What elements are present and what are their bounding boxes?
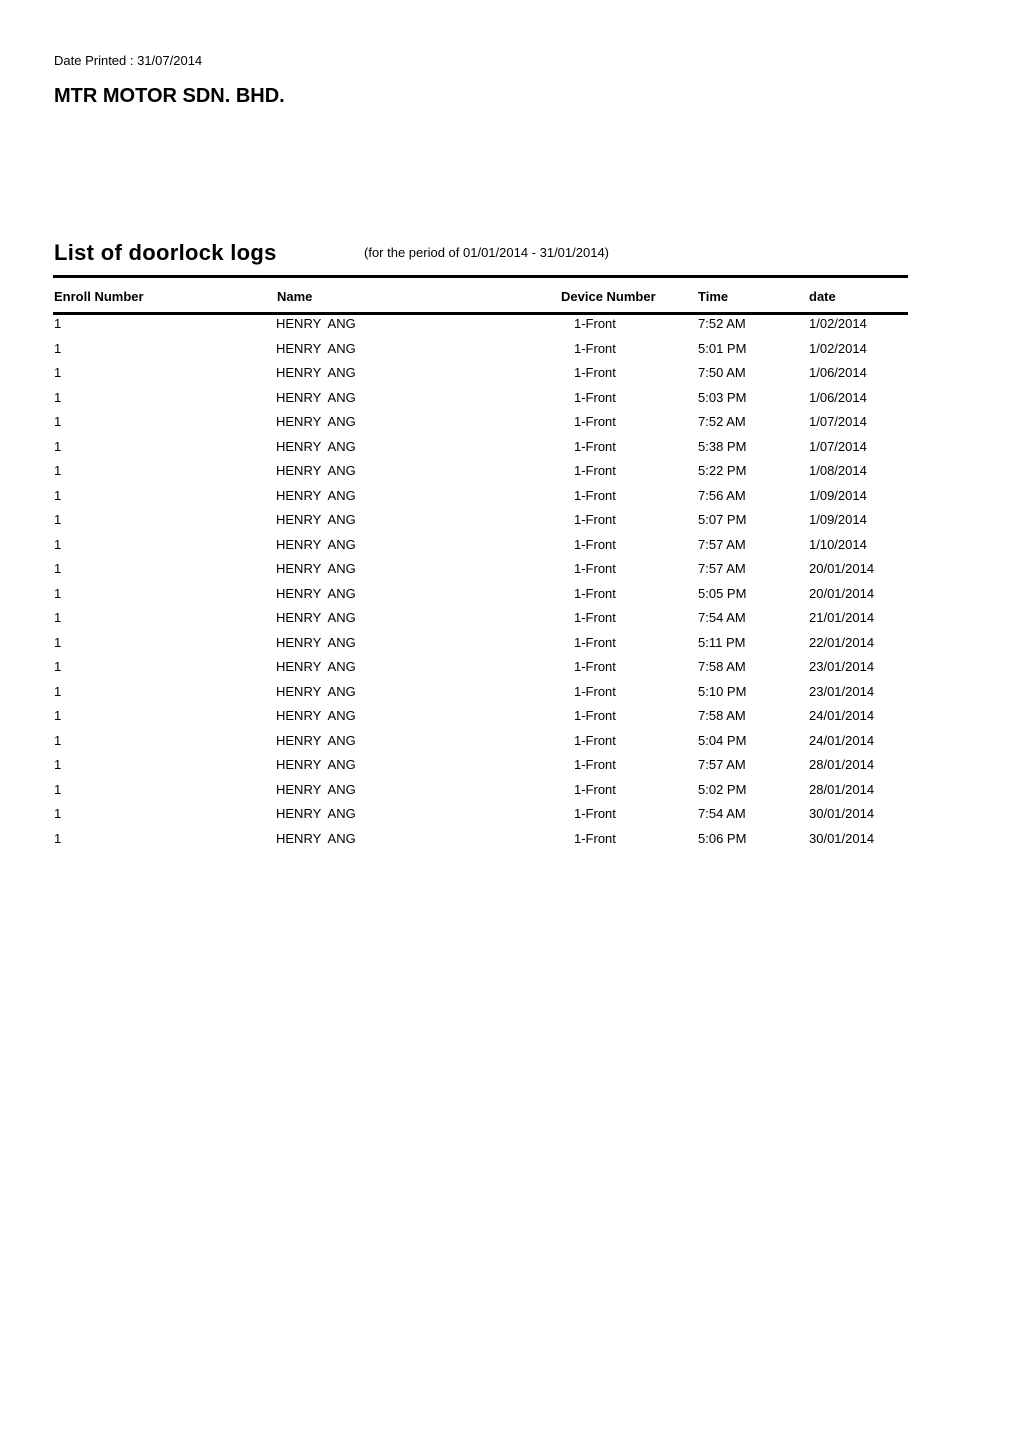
cell-enroll-number: 1 [54, 487, 62, 503]
cell-time: 5:07 PM [698, 512, 747, 527]
cell-name: HENRY ANG [276, 365, 356, 380]
cell-name: HENRY ANG [276, 781, 356, 797]
cell-date: 28/01/2014 [809, 757, 875, 772]
cell-date: 24/01/2014 [809, 732, 875, 748]
table-row [0, 537, 1024, 562]
cell-name: HENRY ANG [276, 806, 356, 821]
cell-enroll-number: 1 [54, 683, 62, 699]
cell-time: 5:38 PM [698, 438, 747, 454]
cell-device-number: 1-Front [574, 561, 616, 576]
cell-time: 5:11 PM [698, 634, 746, 650]
cell-enroll-number: 1 [54, 340, 62, 356]
cell-name: HENRY ANG [276, 389, 356, 405]
cell-date: 30/01/2014 [809, 830, 875, 846]
cell-date: 1/07/2014 [809, 414, 867, 429]
cell-date: 24/01/2014 [809, 708, 875, 723]
report-title: List of doorlock logs [54, 240, 277, 265]
column-header-date: date [809, 289, 836, 304]
cell-time: 7:57 AM [698, 561, 746, 576]
cell-name: HENRY ANG [276, 512, 356, 527]
cell-date: 22/01/2014 [809, 634, 875, 650]
cell-device-number: 1-Front [574, 487, 616, 503]
cell-date: 21/01/2014 [809, 610, 875, 625]
report-period: (for the period of 01/01/2014 - 31/01/2014) [364, 245, 610, 260]
cell-time: 7:50 AM [698, 365, 746, 380]
table-row [0, 463, 1024, 488]
cell-time: 7:52 AM [698, 414, 746, 429]
date-printed: Date Printed : 31/07/2014 [54, 53, 203, 68]
cell-enroll-number: 1 [54, 732, 62, 748]
table-row [0, 831, 1024, 856]
cell-name: HENRY ANG [276, 561, 356, 576]
cell-device-number: 1-Front [574, 659, 616, 674]
cell-device-number: 1-Front [574, 806, 616, 821]
cell-enroll-number: 1 [54, 830, 62, 846]
cell-device-number: 1-Front [574, 708, 616, 723]
cell-device-number: 1-Front [574, 536, 616, 552]
company-name: MTR MOTOR SDN. BHD. [54, 85, 285, 107]
table-row [0, 561, 1024, 586]
cell-name: HENRY ANG [276, 830, 356, 846]
cell-name: HENRY ANG [276, 683, 356, 699]
cell-time: 5:06 PM [698, 830, 747, 846]
cell-device-number: 1-Front [574, 634, 616, 650]
cell-enroll-number: 1 [54, 536, 62, 552]
cell-name: HENRY ANG [276, 732, 356, 748]
cell-date: 1/09/2014 [809, 487, 867, 503]
table-row [0, 635, 1024, 660]
cell-name: HENRY ANG [276, 585, 356, 601]
cell-date: 1/09/2014 [809, 512, 867, 527]
cell-enroll-number: 1 [54, 316, 62, 331]
cell-device-number: 1-Front [574, 365, 616, 380]
cell-name: HENRY ANG [276, 757, 356, 772]
cell-date: 1/07/2014 [809, 438, 867, 454]
cell-name: HENRY ANG [276, 340, 356, 356]
table-row [0, 610, 1024, 635]
cell-date: 1/08/2014 [809, 463, 867, 478]
column-header-enroll-number: Enroll Number [54, 289, 144, 304]
cell-date: 28/01/2014 [809, 781, 875, 797]
table-row [0, 684, 1024, 709]
cell-date: 30/01/2014 [809, 806, 875, 821]
cell-time: 5:02 PM [698, 781, 747, 797]
cell-device-number: 1-Front [574, 610, 616, 625]
cell-device-number: 1-Front [574, 585, 616, 601]
cell-enroll-number: 1 [54, 757, 62, 772]
cell-name: HENRY ANG [276, 487, 356, 503]
column-header-time: Time [698, 289, 729, 304]
table-row [0, 365, 1024, 390]
table-row [0, 414, 1024, 439]
cell-device-number: 1-Front [574, 414, 616, 429]
table-row [0, 806, 1024, 831]
cell-date: 1/06/2014 [809, 365, 867, 380]
table-row [0, 512, 1024, 537]
cell-time: 5:03 PM [698, 389, 747, 405]
cell-name: HENRY ANG [276, 438, 356, 454]
cell-time: 7:54 AM [698, 806, 746, 821]
cell-time: 5:01 PM [698, 340, 747, 356]
cell-device-number: 1-Front [574, 316, 616, 331]
cell-time: 5:04 PM [698, 732, 747, 748]
log-table-body [0, 316, 1024, 855]
cell-enroll-number: 1 [54, 389, 62, 405]
cell-time: 7:54 AM [698, 610, 746, 625]
cell-enroll-number: 1 [54, 610, 62, 625]
cell-date: 1/02/2014 [809, 340, 867, 356]
cell-time: 7:58 AM [698, 659, 746, 674]
cell-time: 5:10 PM [698, 683, 747, 699]
cell-enroll-number: 1 [54, 512, 62, 527]
table-row [0, 733, 1024, 758]
table-row [0, 316, 1024, 341]
cell-enroll-number: 1 [54, 438, 62, 454]
cell-enroll-number: 1 [54, 463, 62, 478]
cell-time: 7:52 AM [698, 316, 746, 331]
cell-date: 20/01/2014 [809, 585, 875, 601]
cell-device-number: 1-Front [574, 732, 616, 748]
column-header-device-number: Device Number [561, 289, 656, 304]
table-row [0, 659, 1024, 684]
cell-time: 7:56 AM [698, 487, 746, 503]
cell-device-number: 1-Front [574, 512, 616, 527]
cell-name: HENRY ANG [276, 610, 356, 625]
cell-date: 23/01/2014 [809, 659, 875, 674]
cell-device-number: 1-Front [574, 781, 616, 797]
cell-device-number: 1-Front [574, 830, 616, 846]
cell-device-number: 1-Front [574, 438, 616, 454]
table-row [0, 708, 1024, 733]
cell-enroll-number: 1 [54, 561, 62, 576]
cell-name: HENRY ANG [276, 659, 356, 674]
cell-time: 5:05 PM [698, 585, 747, 601]
cell-enroll-number: 1 [54, 708, 62, 723]
column-header-name: Name [277, 289, 313, 304]
cell-date: 1/02/2014 [809, 316, 867, 331]
cell-enroll-number: 1 [54, 585, 62, 601]
table-row [0, 439, 1024, 464]
cell-enroll-number: 1 [54, 659, 62, 674]
cell-enroll-number: 1 [54, 806, 62, 821]
cell-device-number: 1-Front [574, 340, 616, 356]
cell-enroll-number: 1 [54, 365, 62, 380]
cell-time: 7:57 AM [698, 757, 746, 772]
cell-date: 20/01/2014 [809, 561, 875, 576]
cell-time: 5:22 PM [698, 463, 747, 478]
cell-name: HENRY ANG [276, 708, 356, 723]
table-header-rule [53, 312, 908, 315]
cell-device-number: 1-Front [574, 389, 616, 405]
cell-device-number: 1-Front [574, 757, 616, 772]
table-row [0, 586, 1024, 611]
table-row [0, 782, 1024, 807]
cell-device-number: 1-Front [574, 463, 616, 478]
cell-date: 23/01/2014 [809, 683, 875, 699]
cell-enroll-number: 1 [54, 634, 62, 650]
cell-date: 1/06/2014 [809, 389, 867, 405]
cell-name: HENRY ANG [276, 634, 356, 650]
cell-time: 7:58 AM [698, 708, 746, 723]
cell-enroll-number: 1 [54, 414, 62, 429]
cell-name: HENRY ANG [276, 414, 356, 429]
cell-enroll-number: 1 [54, 781, 62, 797]
cell-name: HENRY ANG [276, 536, 356, 552]
table-row [0, 390, 1024, 415]
table-row [0, 341, 1024, 366]
cell-name: HENRY ANG [276, 316, 356, 331]
cell-name: HENRY ANG [276, 463, 356, 478]
table-row [0, 757, 1024, 782]
cell-device-number: 1-Front [574, 683, 616, 699]
table-row [0, 488, 1024, 513]
cell-time: 7:57 AM [698, 536, 746, 552]
cell-date: 1/10/2014 [809, 536, 867, 552]
table-top-rule [53, 275, 908, 278]
